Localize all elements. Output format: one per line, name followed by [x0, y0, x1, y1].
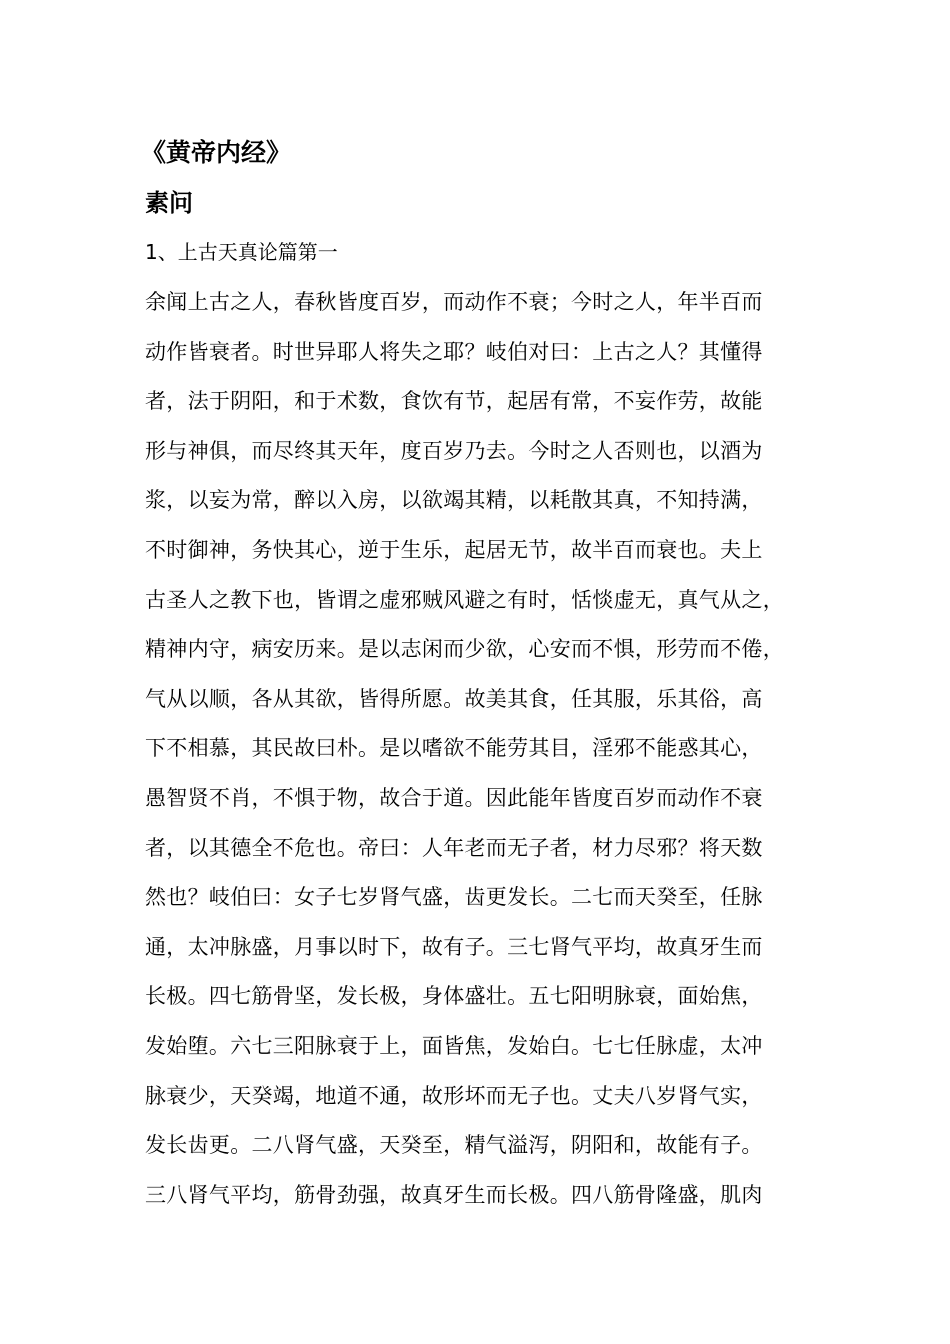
- section-heading: 素问: [145, 189, 193, 217]
- text-line: 下不相慕，其民故曰朴。是以嗜欲不能劳其目，淫邪不能惑其心，: [145, 736, 763, 761]
- text-line: 不时御神，务快其心，逆于生乐，起居无节，故半百而衰也。夫上: [145, 537, 763, 562]
- text-line: 浆，以妄为常，醉以入房，以欲竭其精，以耗散其真，不知持满，: [145, 488, 763, 513]
- text-line: 发长齿更。二八肾气盛，天癸至，精气溢泻，阴阳和，故能有子。: [145, 1133, 763, 1158]
- text-line: 者，以其德全不危也。帝曰：人年老而无子者，材力尽邪？将天数: [145, 835, 763, 860]
- chapter-heading: 1、上古天真论篇第一: [145, 240, 338, 264]
- text-line: 气从以顺，各从其欲，皆得所愿。故美其食，任其服，乐其俗，高: [145, 686, 763, 711]
- text-line: 三八肾气平均，筋骨劲强，故真牙生而长极。四八筋骨隆盛，肌肉: [145, 1182, 763, 1207]
- text-line: 长极。四七筋骨坚，发长极，身体盛壮。五七阳明脉衰，面始焦，: [145, 984, 763, 1009]
- text-line: 愚智贤不肖，不惧于物，故合于道。因此能年皆度百岁而动作不衰: [145, 785, 763, 810]
- text-line: 脉衰少，天癸竭，地道不通，故形坏而无子也。丈夫八岁肾气实，: [145, 1083, 763, 1108]
- body-text: [145, 278, 835, 1220]
- text-line: 形与神俱，而尽终其天年，度百岁乃去。今时之人否则也，以酒为: [145, 438, 763, 463]
- document-title: 《黄帝内经》: [141, 138, 292, 167]
- text-line: 古圣人之教下也，皆谓之虚邪贼风避之有时，恬惔虚无，真气从之，: [145, 587, 784, 612]
- text-line: 精神内守，病安历来。是以志闲而少欲，心安而不惧，形劳而不倦，: [145, 637, 784, 662]
- text-line: 发始堕。六七三阳脉衰于上，面皆焦，发始白。七七任脉虚，太冲: [145, 1033, 763, 1058]
- text-line: 余闻上古之人，春秋皆度百岁，而动作不衰；今时之人，年半百而: [145, 290, 763, 314]
- document-content: [141, 128, 835, 1220]
- text-line: 然也？岐伯曰：女子七岁肾气盛，齿更发长。二七而天癸至，任脉: [145, 885, 763, 910]
- text-line: 动作皆衰者。时世异耶人将失之耶？岐伯对曰：上古之人？其懂得: [145, 339, 763, 364]
- text-line: 通，太冲脉盛，月事以时下，故有子。三七肾气平均，故真牙生而: [145, 934, 763, 959]
- text-line: 者，法于阴阳，和于术数，食饮有节，起居有常，不妄作劳，故能: [145, 389, 763, 414]
